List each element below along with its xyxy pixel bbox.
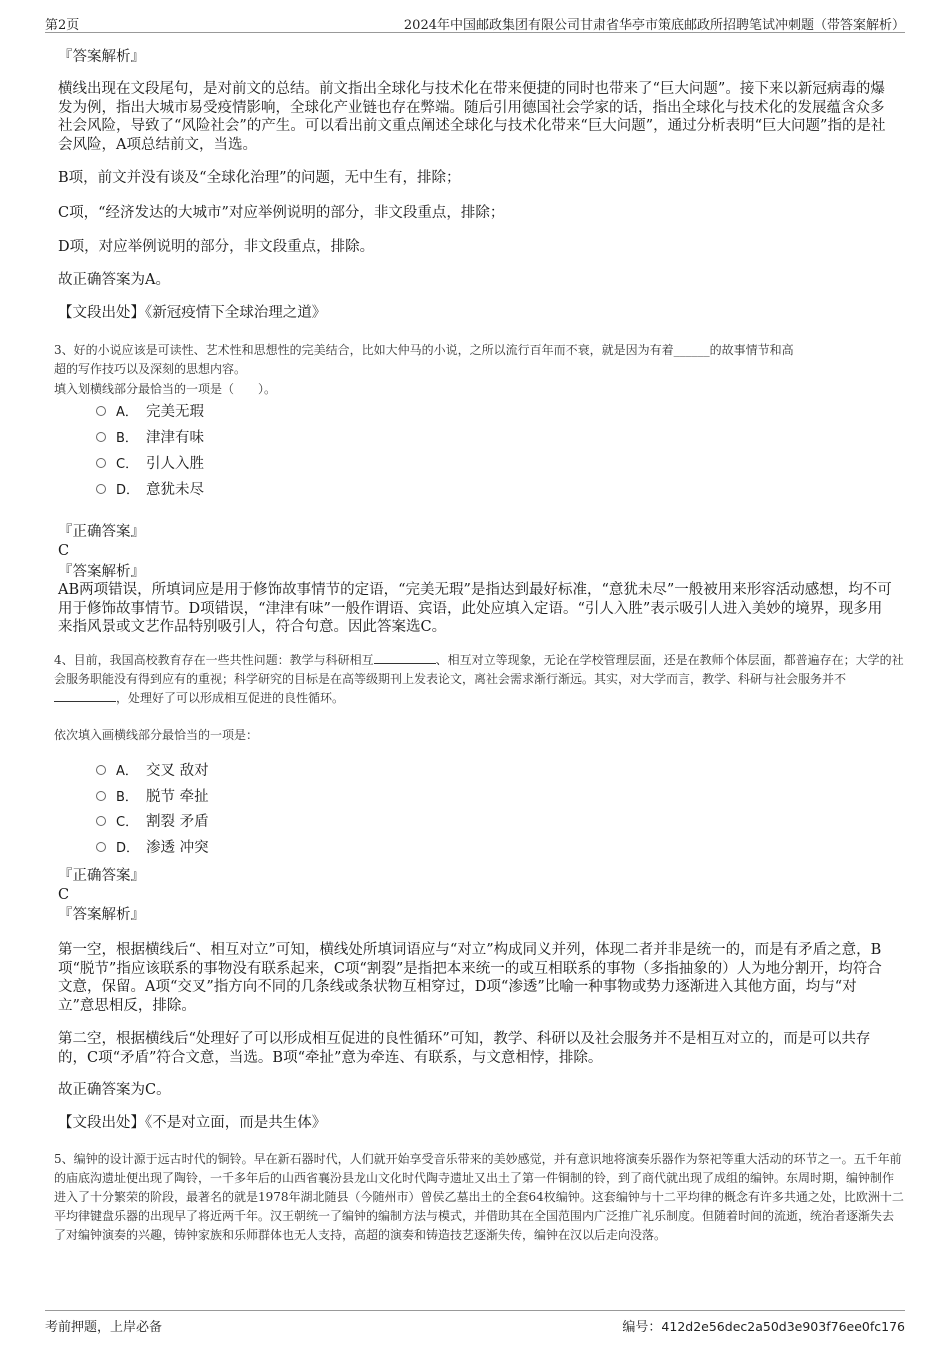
page-number: 第2页	[45, 18, 80, 33]
q4-answer: C	[58, 887, 70, 903]
radio-icon[interactable]	[96, 432, 106, 442]
q4-analysis-paragraph-1: 第一空，根据横线后“、相互对立”可知，横线处所填词语应与“对立”构成同义并列，体现二者并非是统一的，而是有矛盾之意，B项“脱节”指应该联系的事物没有联系起来，C项“割裂”是指把本来统一的或互相联系的事物（多指抽象的）人为地分割开，均符合文意，保留。A项“交叉”指方向不同的几条线或条状物互相穿过，D项“渗透”比喻一种事物或势力逐渐进入其他方面，均与“对立”意思相反，排除。	[58, 942, 882, 1014]
q2-analysis-paragraph: 横线出现在文段尾句，是对前文的总结。前文指出全球化与技术化在带来便捷的同时也带来了“巨大问题”。接下来以新冠病毒的爆发为例，指出大城市易受疫情影响，全球化产业链也存在弊端。随后引用德国社会学家的话，指出全球化与技术化的发展蕴含众多社会风险，导致了“风险社会”的产生。可以看出前文重点阐述全球化与技术化带来“巨大问题”，通过分析表明“巨大问题”指的是社会风险，A项总结前文，当选。	[58, 81, 886, 153]
q2-option-b-analysis: B项，前文并没有谈及“全球化治理”的问题，无中生有，排除；	[58, 170, 461, 186]
q3-option-a[interactable]: A． 完美无瑕	[96, 402, 204, 423]
q4-option-b[interactable]: B． 脱节 牵扯	[96, 787, 209, 808]
q5-stem: 5、编钟的设计源于远古时代的铜铃。早在新石器时代，人们就开始享受音乐带来的美妙感觉，并有意识地将演奏乐器作为祭祀等重大活动的环节之一。五千年前的庙底沟遗址便出现了陶铃，一千多年后的山西省襄汾县龙山文化时代陶寺遗址又出土了第一件铜制的铃，到了商代就出现了成组的编钟。东周时期，编钟制作进入了十分繁荣的阶段，最著名的就是1978年湖北随县（今随州市）曾侯乙墓出土的全套64枚编钟。这套编钟与十二平均律的概念有许多共通之处，比欧洲十二平均律键盘乐器的出现早了将近两千年。汉王朝统一了编钟的编制方法与模式，并借助其在全国范围内广泛推广礼乐制度。但随着时间的流逝，统治者逐渐失去了对编钟演奏的兴趣，铸钟家族和乐师群体也无人支持，高超的演奏和铸造技艺逐渐失传，编钟在汉以后走向没落。	[54, 1152, 904, 1242]
q2-conclusion: 故正确答案为A。	[58, 272, 170, 288]
page-footer	[45, 1310, 905, 1335]
radio-icon[interactable]	[96, 484, 106, 494]
q4-source: 【文段出处】《不是对立面，而是共生体》	[58, 1115, 327, 1131]
q4-answer-label: 『正确答案』	[58, 868, 145, 884]
q3-prompt: 填入划横线部分最恰当的一项是（ ）。	[54, 382, 277, 396]
radio-icon[interactable]	[96, 816, 106, 826]
q3-option-d[interactable]: D． 意犹未尽	[96, 480, 204, 501]
footer-slogan: 考前押题，上岸必备	[45, 1320, 163, 1335]
q4-blank-1	[374, 651, 436, 664]
q4-analysis-label: 『答案解析』	[58, 907, 145, 923]
q3-stem-line2: 超的写作技巧以及深刻的思想内容。	[54, 362, 247, 376]
q3-stem-line1: 3、好的小说应该是可读性、艺术性和思想性的完美结合，比如大仲马的小说，之所以流行百年而不衰，就是因为有着______的故事情节和高	[54, 343, 794, 357]
q4-option-d[interactable]: D． 渗透 冲突	[96, 838, 209, 859]
q3-answer-label: 『正确答案』	[58, 524, 145, 540]
q2-analysis-label: 『答案解析』	[58, 49, 145, 65]
q4-prompt: 依次填入画横线部分最恰当的一项是：	[54, 728, 259, 742]
document-title: 2024年中国邮政集团有限公司甘肃省华亭市策底邮政所招聘笔试冲刺题（带答案解析）	[403, 18, 905, 33]
radio-icon[interactable]	[96, 765, 106, 775]
radio-icon[interactable]	[96, 406, 106, 416]
q3-analysis-label: 『答案解析』	[58, 564, 145, 580]
q2-option-d-analysis: D项，对应举例说明的部分，非文段重点，排除。	[58, 239, 375, 255]
q3-analysis: AB两项错误，所填词应是用于修饰故事情节的定语，“完美无瑕”是指达到最好标准，“意犹未尽”一般被用来形容活动感想，均不可用于修饰故事情节。D项错误，“津津有味”一般作谓语、宾语，此处应填入定语。“引人入胜”表示吸引人进入美妙的境界，现多用来指风景或文艺作品特别吸引人，符合句意。因此答案选C。	[58, 582, 892, 635]
q4-analysis-paragraph-2: 第二空，根据横线后“处理好了可以形成相互促进的良性循环”可知，教学、科研以及社会服务并不是相互对立的，而是可以共存的，C项“矛盾”符合文意，当选。B项“牵扯”意为牵连、有联系，与文意相悖，排除。	[58, 1031, 871, 1066]
q3-option-b[interactable]: B． 津津有味	[96, 428, 204, 449]
q4-stem: 4、目前，我国高校教育存在一些共性问题：教学与科研相互 、相互对立等现象，无论在学校管理层面，还是在教师个体层面，都普遍存在；大学的社会服务职能没有得到应有的重视；科学研究的目标是在高等级期刊上发表论文，离社会需求渐行渐远。其实，对大学而言，教学、科研与社会服务并不，处理好了可以形成相互促进的良性循环。	[54, 653, 904, 705]
q2-option-c-analysis: C项，“经济发达的大城市”对应举例说明的部分，非文段重点，排除；	[58, 205, 505, 221]
q4-option-c[interactable]: C． 割裂 矛盾	[96, 812, 209, 833]
q4-blank-2	[54, 689, 116, 702]
q3-answer: C	[58, 543, 70, 559]
page-header	[45, 10, 905, 33]
radio-icon[interactable]	[96, 791, 106, 801]
q4-option-a[interactable]: A． 交叉 敌对	[96, 761, 209, 782]
document-code: 编号：412d2e56dec2a50d3e903f76ee0fc176	[622, 1319, 905, 1335]
q3-option-c[interactable]: C． 引人入胜	[96, 454, 204, 475]
q4-conclusion: 故正确答案为C。	[58, 1082, 171, 1098]
radio-icon[interactable]	[96, 458, 106, 468]
q2-source: 【文段出处】《新冠疫情下全球治理之道》	[58, 305, 327, 321]
radio-icon[interactable]	[96, 842, 106, 852]
